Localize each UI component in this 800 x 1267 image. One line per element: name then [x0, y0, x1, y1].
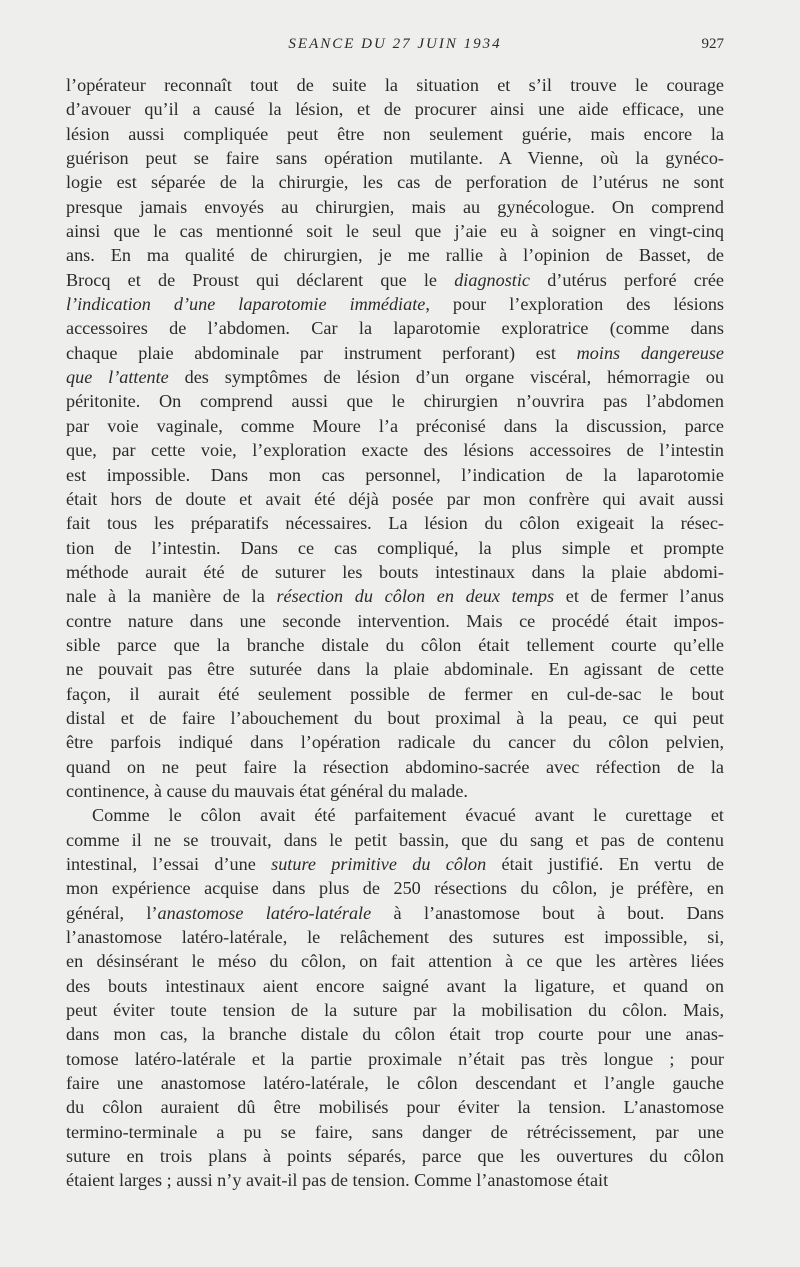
text-run: , pour l’exploration des lésions — [425, 294, 724, 315]
text-line — [66, 949, 724, 973]
text-line — [66, 682, 724, 706]
page-header — [66, 36, 724, 60]
text-line — [66, 657, 724, 681]
text-line — [66, 828, 724, 852]
text-run: Brocq et de Proust qui déclarent que le — [66, 269, 455, 290]
text-line — [66, 1047, 724, 1071]
text-line — [66, 998, 724, 1022]
italic-text: diagnostic — [454, 269, 530, 290]
paragraph — [66, 803, 724, 1193]
text-line — [66, 438, 724, 462]
text-line — [66, 365, 724, 389]
text-line — [66, 243, 724, 267]
text-run: être parfois indiqué dans l’opération radicale du cancer du côlon pelvien, — [66, 732, 724, 753]
text-run: est impossible. Dans mon cas personnel, l’indication de la laparotomie — [66, 464, 724, 485]
text-line — [66, 292, 724, 316]
text-run: étaient larges ; aussi n’y avait-il pas de tension. Comme l’anastomose était — [66, 1170, 609, 1191]
text-line — [66, 1120, 724, 1144]
text-run: des symptômes de lésion d’un organe viscéral, hémorragie ou — [168, 367, 724, 388]
text-line — [66, 487, 724, 511]
text-run: Comme le côlon avait été parfaitement évacué avant le curettage et — [92, 805, 724, 826]
text-line — [66, 268, 724, 292]
text-line — [66, 170, 724, 194]
italic-text: que l’attente — [66, 367, 169, 388]
text-run: accessoires de l’abdomen. Car la laparotomie exploratrice (comme dans — [66, 318, 724, 339]
text-run: intestinal, l’essai d’une — [66, 854, 272, 874]
text-line — [66, 876, 724, 900]
text-line — [66, 1144, 724, 1168]
text-line — [66, 1168, 724, 1192]
text-run: tion de l’intestin. Dans ce cas compliqué, la plus simple et prompte — [66, 537, 724, 558]
text-line — [66, 852, 724, 876]
text-line — [66, 1022, 724, 1046]
text-line — [66, 730, 724, 754]
text-line — [66, 219, 724, 243]
text-line — [66, 195, 724, 219]
italic-text: suture primitive du côlon — [271, 854, 487, 874]
text-line — [66, 633, 724, 657]
text-line — [66, 609, 724, 633]
text-run: en désinsérant le méso du côlon, on fait attention à ce que les artères liées — [66, 951, 724, 972]
text-line — [66, 974, 724, 998]
text-run: guérison peut se faire sans opération mutilante. A Vienne, où la gynéco- — [66, 148, 724, 169]
text-line — [66, 584, 724, 608]
text-run: général, l’ — [66, 902, 158, 923]
running-title: SEANCE DU 27 JUIN 1934 — [288, 36, 502, 52]
text-run: quand on ne peut faire la résection abdomino-sacrée avec réfection de la — [66, 756, 724, 777]
paragraph — [66, 73, 724, 803]
text-line — [66, 755, 724, 779]
text-run: que, par cette voie, l’exploration exacte des lésions accessoires de l’intestin — [66, 440, 724, 461]
text-line — [66, 389, 724, 413]
text-run: méthode aurait été de suturer les bouts intestinaux dans la plaie abdomi- — [66, 561, 724, 582]
text-run: péritonite. On comprend aussi que le chirurgien n’ouvrira pas l’abdomen — [66, 391, 724, 412]
text-run: ans. En ma qualité de chirurgien, je me rallie à l’opinion de Basset, de — [66, 245, 724, 266]
text-run: dans mon cas, la branche distale du côlon était trop courte pour une anas- — [66, 1024, 724, 1045]
text-run: continence, à cause du mauvais état général du malade. — [66, 780, 468, 801]
text-run: d’utérus perforé crée — [529, 269, 724, 290]
text-line — [66, 925, 724, 949]
text-run: presque jamais envoyés au chirurgien, mais au gynécologue. On comprend — [66, 196, 724, 217]
text-run: par voie vaginale, comme Moure l’a préconisé dans la discussion, parce — [66, 415, 724, 436]
text-run: logie est séparée de la chirurgie, les cas de perforation de l’utérus ne sont — [66, 172, 724, 193]
text-run: des bouts intestinaux aient encore saigné avant la ligature, et quand on — [66, 975, 724, 996]
text-run: l’opérateur reconnaît tout de suite la situation et s’il trouve le courage — [66, 75, 724, 95]
text-run: ne pouvait pas être suturée dans la plaie abdominale. En agissant de cette — [66, 659, 724, 680]
italic-text: résection du côlon en deux temps — [276, 586, 555, 607]
text-run: nale à la manière de la — [66, 586, 277, 607]
text-line — [66, 536, 724, 560]
text-line — [66, 341, 724, 365]
page-number: 927 — [701, 36, 724, 52]
text-line — [66, 1071, 724, 1095]
text-line — [66, 779, 724, 803]
text-run: termino-terminale a pu se faire, sans danger de rétrécissement, par une — [66, 1121, 724, 1142]
text-run: sible parce que la branche distale du côlon était tellement courte qu’elle — [66, 634, 724, 655]
italic-text: l’indication d’une laparotomie immédiate — [66, 294, 426, 315]
text-line — [66, 803, 724, 827]
text-line — [66, 511, 724, 535]
text-run: suture en trois plans à points séparés, parce que les ouvertures du côlon — [66, 1146, 724, 1167]
text-run: chaque plaie abdominale par instrument perforant) est — [66, 342, 577, 363]
text-run: l’anastomose latéro-latérale, le relâchement des sutures est impossible, si, — [66, 927, 724, 948]
text-line — [66, 97, 724, 121]
text-run: distal et de faire l’abouchement du bout proximal à la peau, ce qui peut — [66, 707, 724, 728]
italic-text: moins dangereuse — [576, 342, 724, 363]
text-run: était hors de doute et avait été déjà posée par mon confrère qui avait aussi — [66, 488, 724, 509]
text-line — [66, 414, 724, 438]
text-run: et de fermer l’anus — [554, 586, 724, 607]
text-run: tomose latéro-latérale et la partie proximale n’était pas très longue ; pour — [66, 1048, 724, 1069]
text-run: fait tous les préparatifs nécessaires. La lésion du côlon exigeait la résec- — [66, 513, 724, 534]
text-run: comme il ne se trouvait, dans le petit bassin, que du sang et pas de contenu — [66, 829, 724, 850]
text-run: mon expérience acquise dans plus de 250 résections du côlon, je préfère, en — [66, 878, 724, 899]
body-text — [66, 73, 724, 1193]
text-run: lésion aussi compliquée peut être non seulement guérie, mais encore la — [66, 123, 724, 144]
text-line — [66, 901, 724, 925]
text-line — [66, 1095, 724, 1119]
text-run: d’avouer qu’il a causé la lésion, et de procurer ainsi une aide efficace, une — [66, 99, 724, 120]
text-run: à l’anastomose bout à bout. Dans — [371, 902, 724, 923]
text-line — [66, 146, 724, 170]
text-run: faire une anastomose latéro-latérale, le côlon descendant et l’angle gauche — [66, 1073, 724, 1094]
text-line — [66, 560, 724, 584]
text-line — [66, 316, 724, 340]
text-line — [66, 706, 724, 730]
text-line — [66, 463, 724, 487]
text-line — [66, 73, 724, 97]
text-run: façon, il aurait été seulement possible de fermer en cul-de-sac le bout — [66, 683, 724, 704]
text-line — [66, 122, 724, 146]
text-run: ainsi que le cas mentionné soit le seul que j’aie eu à soigner en vingt-cinq — [66, 221, 724, 242]
italic-text: anastomose latéro-latérale — [157, 902, 372, 923]
text-run: contre nature dans une seconde intervention. Mais ce procédé était impos- — [66, 610, 724, 631]
text-run: peut éviter toute tension de la suture par la mobilisation du côlon. Mais, — [66, 1000, 724, 1021]
text-run: était justifié. En vertu de — [486, 854, 724, 874]
text-run: du côlon auraient dû être mobilisés pour éviter la tension. L’anastomose — [66, 1097, 724, 1118]
